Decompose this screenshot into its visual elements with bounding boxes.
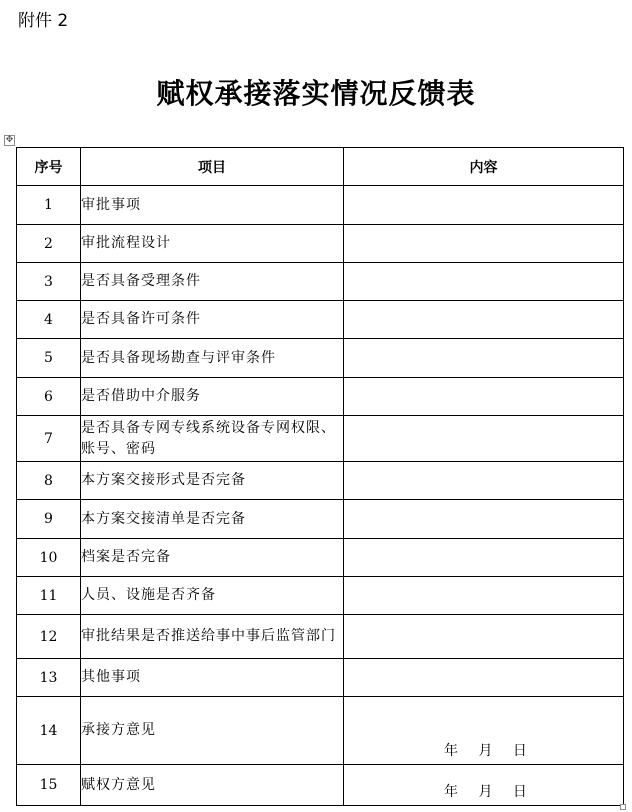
row-item: 是否具备现场勘查与评审条件 bbox=[81, 339, 344, 378]
row-content-cell[interactable] bbox=[344, 577, 624, 615]
row-content-cell[interactable] bbox=[344, 301, 624, 339]
table-row bbox=[17, 301, 624, 339]
row-no: 10 bbox=[17, 539, 81, 577]
row-content-cell[interactable] bbox=[344, 378, 624, 416]
row-item: 是否具备许可条件 bbox=[81, 301, 344, 339]
row-content-cell[interactable] bbox=[344, 416, 624, 462]
row-no: 4 bbox=[17, 301, 81, 339]
table-move-handle-icon[interactable]: ✥ bbox=[5, 135, 14, 145]
table-row bbox=[17, 539, 624, 577]
row-item: 承接方意见 bbox=[81, 697, 344, 765]
header-no: 序号 bbox=[17, 148, 81, 186]
row-no: 8 bbox=[17, 462, 81, 500]
row-item: 审批结果是否推送给事中事后监管部门 bbox=[81, 615, 344, 659]
row-content-cell[interactable] bbox=[344, 659, 624, 697]
header-content: 内容 bbox=[344, 148, 624, 186]
date-line: 年 月 日 bbox=[444, 743, 528, 759]
date-line: 年 月 日 bbox=[444, 784, 528, 800]
row-content-cell[interactable] bbox=[344, 539, 624, 577]
table-row bbox=[17, 577, 624, 615]
row-content-cell[interactable] bbox=[344, 615, 624, 659]
table-row bbox=[17, 186, 624, 225]
row-no: 7 bbox=[17, 416, 81, 462]
table-row bbox=[17, 500, 624, 539]
table-row bbox=[17, 697, 624, 765]
row-item: 本方案交接形式是否完备 bbox=[81, 462, 344, 500]
row-item: 人员、设施是否齐备 bbox=[81, 577, 344, 615]
header-item: 项目 bbox=[81, 148, 344, 186]
row-content-cell[interactable] bbox=[344, 263, 624, 301]
row-content-cell[interactable] bbox=[344, 765, 624, 806]
row-no: 13 bbox=[17, 659, 81, 697]
feedback-table bbox=[16, 147, 624, 806]
row-no: 12 bbox=[17, 615, 81, 659]
row-item: 是否具备受理条件 bbox=[81, 263, 344, 301]
attachment-label: 附件 2 bbox=[18, 11, 69, 31]
row-content-cell[interactable] bbox=[344, 186, 624, 225]
table-row bbox=[17, 416, 624, 462]
row-item: 本方案交接清单是否完备 bbox=[81, 500, 344, 539]
table-row bbox=[17, 659, 624, 697]
row-no: 9 bbox=[17, 500, 81, 539]
row-no: 6 bbox=[17, 378, 81, 416]
table-row bbox=[17, 263, 624, 301]
table-header-row bbox=[17, 148, 624, 186]
table-row bbox=[17, 765, 624, 806]
row-item: 其他事项 bbox=[81, 659, 344, 697]
row-content-cell[interactable] bbox=[344, 339, 624, 378]
row-no: 14 bbox=[17, 697, 81, 765]
table-row bbox=[17, 225, 624, 263]
row-item: 审批流程设计 bbox=[81, 225, 344, 263]
row-content-cell[interactable] bbox=[344, 462, 624, 500]
row-no: 3 bbox=[17, 263, 81, 301]
row-no: 15 bbox=[17, 765, 81, 806]
row-item: 档案是否完备 bbox=[81, 539, 344, 577]
row-item: 是否具备专网专线系统设备专网权限、账号、密码 bbox=[81, 416, 344, 462]
row-content-cell[interactable] bbox=[344, 697, 624, 765]
document-title: 赋权承接落实情况反馈表 bbox=[156, 77, 476, 110]
row-content-cell[interactable] bbox=[344, 225, 624, 263]
row-no: 5 bbox=[17, 339, 81, 378]
table-row bbox=[17, 462, 624, 500]
row-item: 赋权方意见 bbox=[81, 765, 344, 806]
table-row bbox=[17, 378, 624, 416]
row-no: 2 bbox=[17, 225, 81, 263]
row-no: 1 bbox=[17, 186, 81, 225]
row-content-cell[interactable] bbox=[344, 500, 624, 539]
row-item: 是否借助中介服务 bbox=[81, 378, 344, 416]
table-resize-handle-icon[interactable] bbox=[620, 804, 626, 810]
row-no: 11 bbox=[17, 577, 81, 615]
table-row bbox=[17, 615, 624, 659]
row-item: 审批事项 bbox=[81, 186, 344, 225]
table-row bbox=[17, 339, 624, 378]
